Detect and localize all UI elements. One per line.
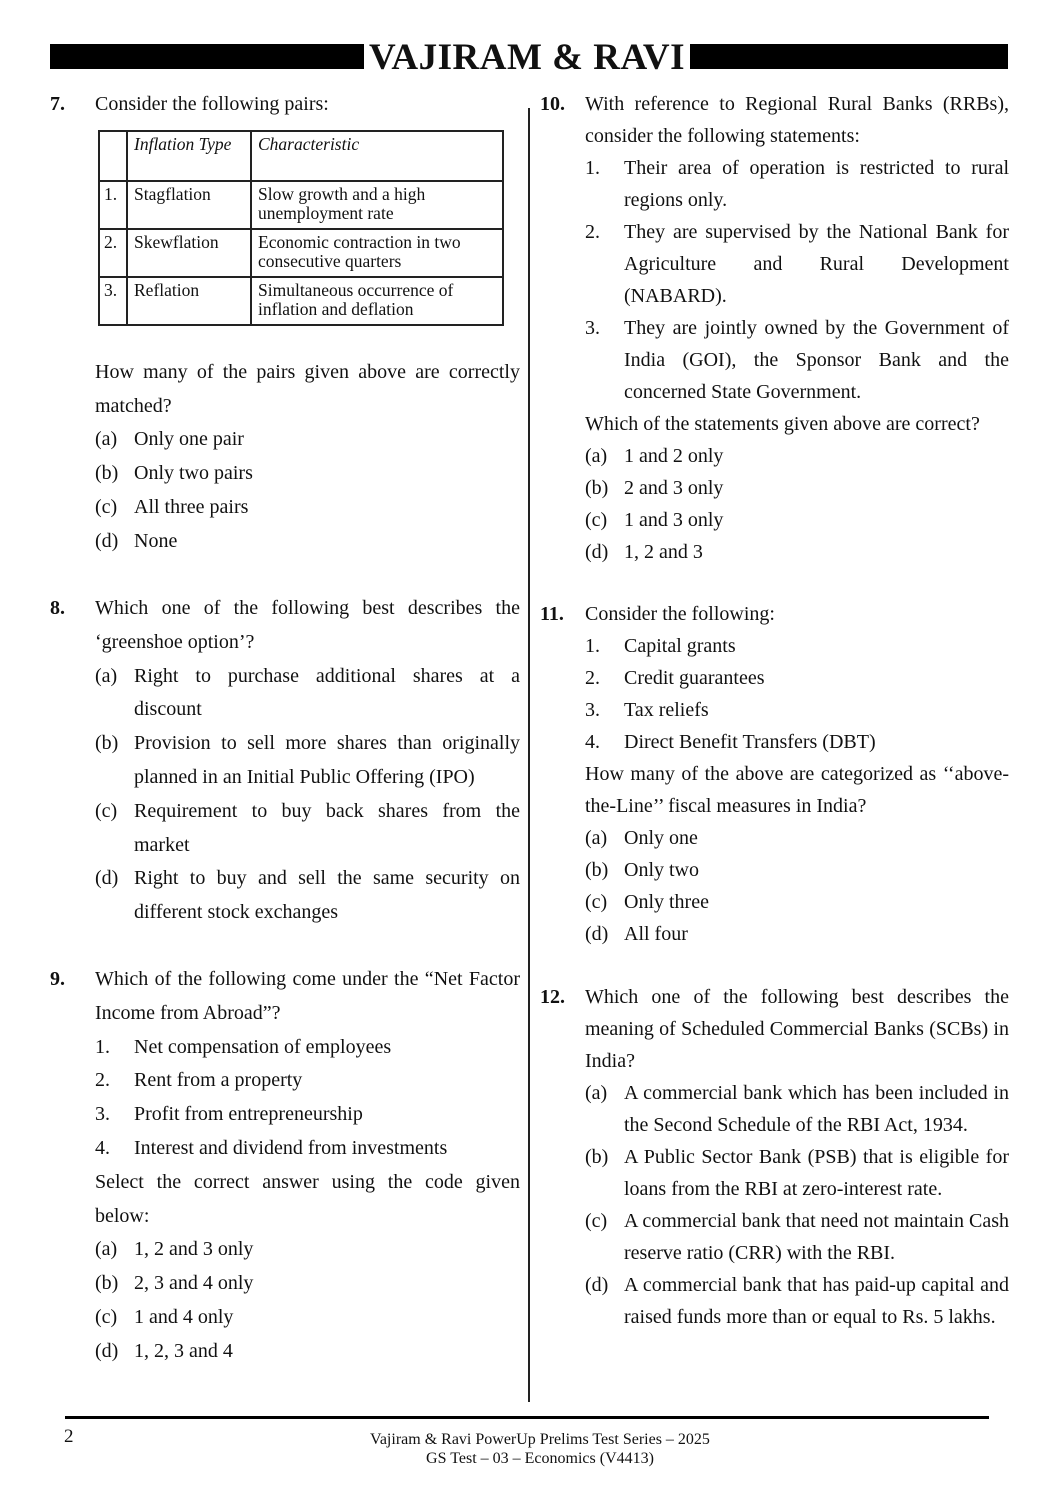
question-stem: Which one of the following best describes the meaning of Scheduled Commercial Banks (SCBs) in India? (585, 986, 1009, 1072)
answer-option[interactable] (95, 727, 520, 795)
header-bar-right (690, 44, 1008, 69)
column-divider (528, 108, 530, 1402)
question-number: 10. (540, 93, 565, 115)
statement-number: 2. (95, 1069, 110, 1092)
question-number: 7. (50, 93, 65, 115)
statement-text: Profit from entrepreneurship (134, 1103, 363, 1126)
statement-text: Credit guarantees (624, 667, 765, 689)
table-row (99, 181, 503, 229)
answer-option[interactable] (585, 536, 1009, 568)
option-text: Only one pair (134, 428, 244, 451)
option-label: (c) (95, 495, 118, 518)
option-label: (a) (95, 428, 118, 451)
option-label: (b) (95, 732, 119, 755)
answer-option[interactable] (585, 1077, 1009, 1141)
question (50, 88, 520, 559)
table-header-cell (99, 131, 127, 181)
question-stem: Which one of the following best describes the ‘greenshoe option’? (95, 597, 520, 653)
statement-text: They are supervised by the National Bank for Agriculture and Rural Development (NABARD). (624, 221, 1009, 307)
option-text: 2, 3 and 4 only (134, 1272, 254, 1295)
option-text: 1, 2 and 3 (624, 541, 703, 563)
option-label: (b) (585, 477, 609, 499)
statement-number: 1. (585, 157, 600, 179)
statement-text: Their area of operation is restricted to rural regions only. (624, 157, 1009, 211)
table-cell: Slow growth and a high unemployment rate (251, 181, 503, 229)
answer-option[interactable] (95, 525, 520, 559)
answer-option[interactable] (95, 457, 520, 491)
option-text: Only three (624, 891, 709, 913)
statement-number: 1. (95, 1035, 110, 1058)
statement-number: 4. (95, 1136, 110, 1159)
statement-item (585, 726, 1009, 758)
table-header-cell: Inflation Type (127, 131, 251, 181)
footer-line-2: GS Test – 03 – Economics (V4413) (426, 1450, 654, 1467)
question (540, 598, 1009, 950)
question-number: 8. (50, 597, 65, 619)
option-label: (d) (585, 1274, 609, 1296)
statement-number: 2. (585, 667, 600, 689)
footer-text (200, 1430, 880, 1468)
option-text: A Public Sector Bank (PSB) that is eligible for loans from the RBI at zero-interest rate. (624, 1146, 1009, 1200)
question-stem: With reference to Regional Rural Banks (RRBs), consider the following statements: (585, 93, 1009, 147)
option-text: Right to purchase additional shares at a discount (134, 664, 520, 721)
statement-number: 3. (585, 317, 600, 339)
statement-number: 4. (585, 731, 600, 753)
option-label: (a) (585, 1082, 608, 1104)
question-number: 9. (50, 968, 65, 990)
statement-text: Tax reliefs (624, 699, 709, 721)
option-text: Only two (624, 859, 699, 881)
question-stem: Consider the following: (585, 603, 775, 625)
table-cell: Stagflation (127, 181, 251, 229)
question-stem: Consider the following pairs: (95, 93, 329, 115)
statement-text: They are jointly owned by the Government of India (GOI), the Sponsor Bank and the concerned State Government. (624, 317, 1009, 403)
question (50, 592, 520, 930)
option-text: Only two pairs (134, 462, 253, 485)
statement-item (95, 1064, 520, 1098)
statement-item (585, 216, 1009, 312)
option-label: (a) (585, 445, 608, 467)
header-title: VAJIRAM & RAVI (368, 37, 686, 78)
option-text: 1 and 3 only (624, 509, 724, 531)
statement-number: 1. (585, 635, 600, 657)
option-label: (d) (95, 529, 119, 552)
statement-item (585, 694, 1009, 726)
option-label: (b) (95, 462, 119, 485)
option-label: (c) (585, 891, 608, 913)
option-text: Right to buy and sell the same security on different stock exchanges (134, 867, 520, 924)
answer-option[interactable] (585, 472, 1009, 504)
question-number: 11. (540, 603, 564, 625)
option-text: All three pairs (134, 495, 249, 518)
table-row (99, 277, 503, 325)
question (540, 981, 1009, 1333)
option-label: (c) (585, 1210, 608, 1232)
statement-item (95, 1031, 520, 1065)
table-cell: 3. (99, 277, 127, 325)
question-prompt: How many of the pairs given above are correctly matched? (95, 360, 520, 417)
answer-option[interactable] (585, 504, 1009, 536)
option-label: (a) (95, 1238, 118, 1261)
answer-option[interactable] (95, 1335, 520, 1369)
option-label: (a) (585, 827, 608, 849)
option-text: A commercial bank that has paid-up capital and raised funds more than or equal to Rs. 5 lakhs. (624, 1274, 1009, 1328)
option-label: (d) (585, 541, 609, 563)
option-text: 1, 2, 3 and 4 (134, 1339, 233, 1362)
table-cell: 1. (99, 181, 127, 229)
option-text: All four (624, 923, 688, 945)
option-text: A commercial bank that need not maintain Cash reserve ratio (CRR) with the RBI. (624, 1210, 1009, 1264)
answer-option[interactable] (95, 1301, 520, 1335)
table-row (99, 229, 503, 277)
statement-item (95, 1098, 520, 1132)
table-cell: Simultaneous occurrence of inflation and deflation (251, 277, 503, 325)
footer-line-1: Vajiram & Ravi PowerUp Prelims Test Series – 2025 (370, 1431, 710, 1448)
question-prompt: How many of the above are categorized as ‘‘above-the-Line’’ fiscal measures in India? (585, 763, 1009, 817)
option-text: A commercial bank which has been included in the Second Schedule of the RBI Act, 1934. (624, 1082, 1009, 1136)
option-text: Only one (624, 827, 698, 849)
page-number: 2 (64, 1426, 74, 1447)
statement-number: 3. (95, 1103, 110, 1126)
answer-option[interactable] (585, 440, 1009, 472)
statement-text: Direct Benefit Transfers (DBT) (624, 731, 876, 753)
answer-option[interactable] (95, 1233, 520, 1267)
statement-text: Interest and dividend from investments (134, 1136, 448, 1159)
option-label: (d) (95, 1339, 119, 1362)
answer-option[interactable] (585, 854, 1009, 886)
statement-item (95, 1132, 520, 1166)
answer-option[interactable] (585, 1269, 1009, 1333)
table-cell: 2. (99, 229, 127, 277)
option-label: (b) (585, 859, 609, 881)
answer-option[interactable] (585, 886, 1009, 918)
statement-item (585, 630, 1009, 662)
option-text: Provision to sell more shares than originally planned in an Initial Public Offering (IPO) (134, 732, 520, 788)
question (50, 963, 520, 1369)
answer-option[interactable] (95, 795, 520, 863)
question (540, 88, 1009, 568)
statement-text: Net compensation of employees (134, 1035, 392, 1058)
answer-option[interactable] (95, 423, 520, 457)
option-label: (a) (95, 664, 118, 687)
answer-option[interactable] (95, 491, 520, 525)
answer-option[interactable] (95, 660, 520, 728)
pairs-table (98, 130, 504, 326)
option-text: Requirement to buy back shares from the market (134, 799, 520, 856)
question-stem: Which of the following come under the “Net Factor Income from Abroad”? (95, 968, 520, 1024)
table-cell: Skewflation (127, 229, 251, 277)
option-label: (b) (585, 1146, 609, 1168)
table-cell: Economic contraction in two consecutive quarters (251, 229, 503, 277)
statement-item (585, 662, 1009, 694)
statement-number: 3. (585, 699, 600, 721)
table-header-cell: Characteristic (251, 131, 503, 181)
question-prompt: Select the correct answer using the code given below: (95, 1170, 520, 1227)
option-text: 1 and 2 only (624, 445, 724, 467)
answer-option[interactable] (585, 1141, 1009, 1205)
statement-text: Capital grants (624, 635, 736, 657)
answer-option[interactable] (585, 1205, 1009, 1269)
statement-text: Rent from a property (134, 1069, 303, 1092)
question-number: 12. (540, 986, 565, 1008)
table-cell: Reflation (127, 277, 251, 325)
answer-option[interactable] (95, 862, 520, 930)
option-text: 1, 2 and 3 only (134, 1238, 254, 1261)
table-header-row (99, 131, 503, 181)
question-prompt: Which of the statements given above are correct? (585, 413, 980, 435)
option-text: 1 and 4 only (134, 1305, 234, 1328)
option-label: (c) (95, 1305, 118, 1328)
footer-rule (65, 1416, 989, 1419)
option-label: (d) (95, 867, 119, 890)
statement-item (585, 152, 1009, 216)
option-text: 2 and 3 only (624, 477, 724, 499)
answer-option[interactable] (585, 918, 1009, 950)
option-label: (d) (585, 923, 609, 945)
answer-option[interactable] (95, 1267, 520, 1301)
option-label: (c) (95, 799, 118, 822)
option-label: (b) (95, 1272, 119, 1295)
statement-item (585, 312, 1009, 408)
statement-number: 2. (585, 221, 600, 243)
option-text: None (134, 529, 178, 552)
option-label: (c) (585, 509, 608, 531)
header-bar-left (50, 44, 364, 69)
answer-option[interactable] (585, 822, 1009, 854)
